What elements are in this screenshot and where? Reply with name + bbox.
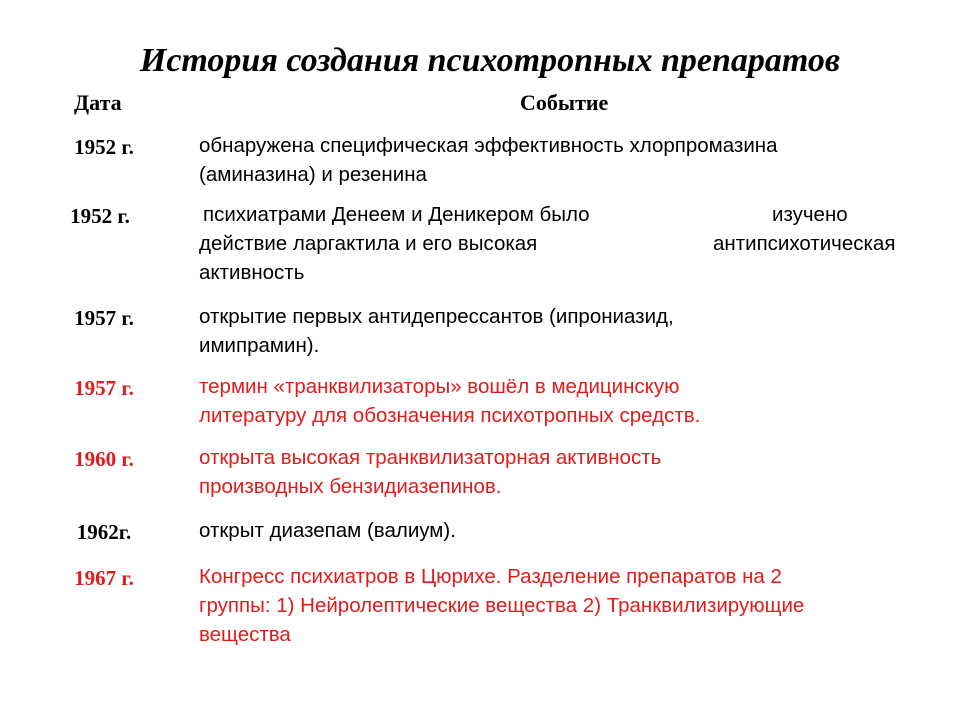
row-event xyxy=(199,131,778,189)
event-line-right: изучено xyxy=(772,203,848,226)
row-date: 1962г. xyxy=(76,520,132,544)
event-line: (аминазина) и резенина xyxy=(199,163,427,186)
event-line: открыт диазепам (валиум). xyxy=(199,519,456,542)
row-event xyxy=(199,372,700,430)
event-line: литературу для обозначения психотропных средств. xyxy=(199,404,701,427)
event-line xyxy=(199,229,896,258)
event-line: активность xyxy=(199,261,305,284)
event-line: Конгресс психиатров в Цюрихе. Разделение препаратов на 2 xyxy=(199,565,782,588)
event-line-right: антипсихотическая xyxy=(713,232,896,255)
event-line: открыта высокая транквилизаторная активность xyxy=(199,446,662,469)
event-line: термин «транквилизаторы» вошёл в медицинскую xyxy=(199,375,680,398)
row-date: 1957 г. xyxy=(74,376,134,400)
slide-title: История создания психотропных препаратов xyxy=(139,42,841,79)
row-event xyxy=(199,562,804,649)
row-date: 1967 г. xyxy=(74,566,134,590)
row-event xyxy=(199,200,896,287)
row-date: 1952 г. xyxy=(74,135,134,159)
event-line-left: психиатрами Денеем и Деникером было xyxy=(203,203,590,226)
row-event xyxy=(199,516,456,545)
row-date: 1952 г. xyxy=(70,204,130,228)
event-line-left: действие ларгактила и его высокая xyxy=(199,232,538,255)
row-event xyxy=(199,443,661,501)
column-header-date: Дата xyxy=(74,90,122,115)
event-line: имипрамин). xyxy=(199,334,320,357)
row-event xyxy=(199,302,674,360)
event-line: вещества xyxy=(199,623,291,646)
column-header-event: Событие xyxy=(520,90,609,115)
row-date: 1957 г. xyxy=(74,306,134,330)
event-line: обнаружена специфическая эффективность хлорпромазина xyxy=(199,134,778,157)
event-line: группы: 1) Нейролептические вещества 2) Транквилизирующие xyxy=(199,594,805,617)
event-line: открытие первых антидепрессантов (ипрониазид, xyxy=(199,305,674,328)
event-line: производных бензидиазепинов. xyxy=(199,475,502,498)
row-date: 1960 г. xyxy=(74,447,134,471)
event-line xyxy=(199,200,848,229)
